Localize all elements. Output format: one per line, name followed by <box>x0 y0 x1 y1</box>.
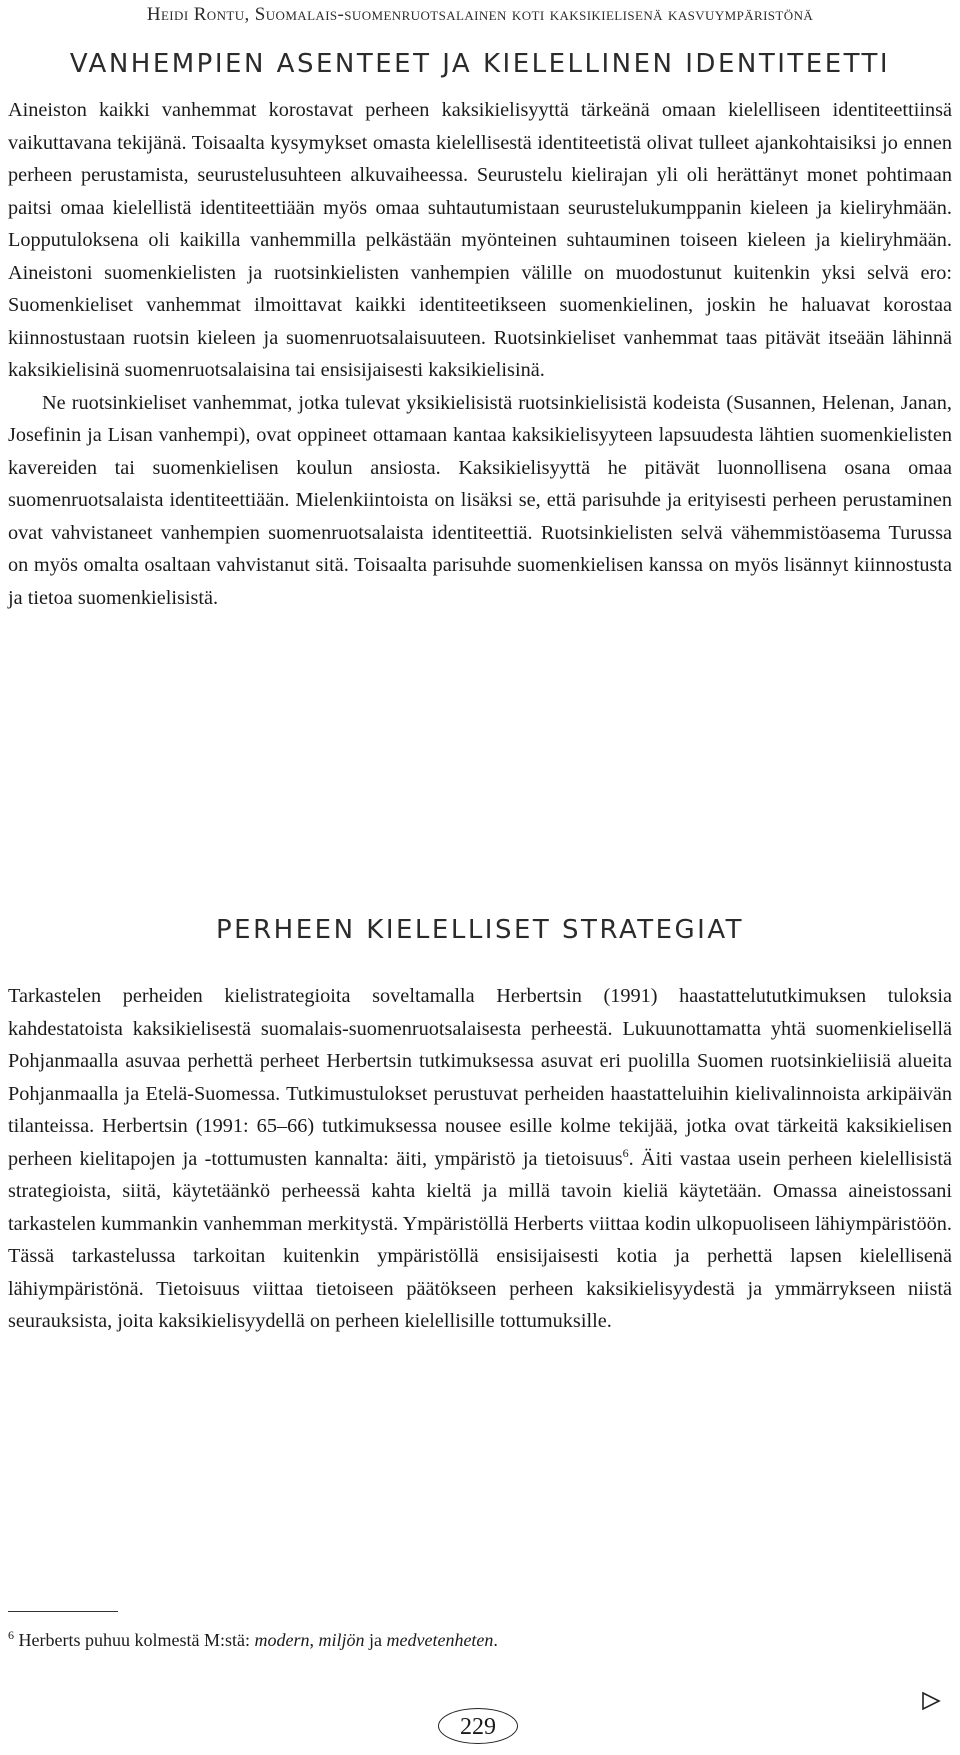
footnote-separator: , <box>309 1630 319 1650</box>
footnote-term: medvetenheten <box>386 1630 494 1650</box>
footnote-separator: ja <box>364 1630 387 1650</box>
paragraph <box>8 980 952 1338</box>
footnote-reference[interactable]: 6 <box>622 1145 629 1160</box>
section-body-attitudes <box>8 94 952 614</box>
section-body-strategies <box>8 980 952 1338</box>
page-number: 229 <box>438 1708 518 1744</box>
triangle-right-icon[interactable] <box>920 1690 942 1712</box>
footnote <box>8 1628 498 1652</box>
footnote-divider <box>8 1611 118 1612</box>
footnote-end: . <box>493 1630 498 1650</box>
footnote-text: Herberts puhuu kolmestä M:stä: <box>18 1630 255 1650</box>
section-heading-attitudes: VANHEMPIEN ASENTEET JA KIELELLINEN IDENTITEETTI <box>69 49 891 79</box>
footnote-term: miljön <box>318 1630 365 1650</box>
footnote-term: modern <box>254 1630 310 1650</box>
paragraph-text: . Äiti vastaa usein perheen kielellisistä strategioista, siitä, käytetäänkö perheessä kahta kieltä ja millä tavoin kieliä käytetään. Omassa aineistossani tarkastelen kummankin vanhemman merkitystä. Ympäristöllä Herberts viittaa kodin ulkopuoliseen lähiympäristöön. Tässä tarkastelussa tarkoitan kuitenkin ympäristöllä ensisijaisesti kotia ja perhettä lapsen kielellisenä lähiympäristönä. Tietoisuus viittaa tietoiseen päätökseen perheen kaksikielisyydestä ja ymmärrykseen niistä seurauksista, joita kaksikielisyydellä on perheen kielellisille tottumuksille. <box>8 1147 952 1332</box>
paragraph: Aineiston kaikki vanhemmat korostavat perheen kaksikielisyyttä tärkeänä omaan kielelliseen identiteettiinsä vaikuttavana tekijänä. Toisaalta kysymykset omasta kielellisestä identiteetistä olivat tulleet ajankohtaisiksi jo ennen perheen perustamista, seurustelusuhteen alkuvaiheessa. Seurustelu kielirajan yli oli herättänyt monet pohtimaan paitsi omaa kielellistä identiteettiään myös omaa suhtautumistaan seurustelukumppanin kieleen ja kieliryhmään. Lopputuloksena oli kaikilla vanhemmilla pelkästään myönteinen suhtauminen toiseen kieleen ja kieliryhmään. Aineistoni suomenkielisten ja ruotsinkielisten vanhempien välille on muodostunut kuitenkin yksi selvä ero: Suomenkieliset vanhemmat ilmoittavat kaikki identiteetikseen suomenkielinen, joskin he haluavat korostaa kiinnostustaan ruotsin kieleen ja suomenruotsalaisuuteen. Ruotsinkieliset vanhemmat taas pitävät itseään lähinnä kaksikielisinä suomenruotsalaisina tai ensisijaisesti kaksikielisinä. <box>8 99 952 381</box>
paragraph-text: Tarkastelen perheiden kielistrategioita soveltamalla Herbertsin (1991) haastattelututkimuksen tuloksia kahdestatoista kaksikielisestä suomalais-suomenruotsalaisesta perheestä. Lukuunottamatta yhtä suomenkielisellä Pohjanmaalla asuvaa perhettä perheet Herbertsin tutkimuksessa asuvat eri puolilla Suomen ruotsinkieliisiä alueita Pohjanmaalla ja Etelä-Suomessa. Tutkimustulokset perustuvat perheiden haastatteluihin kielivalinnoista arkipäivän tilanteissa. Herbertsin (1991: 65–66) tutkimuksessa nousee esille kolme tekijää, jotka ovat tärkeitä kaksikielisen perheen kielitapojen ja -tottumusten kannalta: äiti, ympäristö ja tietoisuus <box>8 985 952 1170</box>
running-header: Heidi Rontu, Suomalais-suomenruotsalainen koti kaksikielisenä kasvuympäristönä <box>146 4 814 25</box>
document-page <box>8 0 960 1755</box>
paragraph: Ne ruotsinkieliset vanhemmat, jotka tulevat yksikielisistä ruotsinkielisistä kodeista (Susannen, Helenan, Janan, Josefinin ja Lisan vanhempi), ovat oppineet ottamaan kantaa kaksikielisyyteen lapsuudesta lähtien suomenkielisten kavereiden tai suomenkielisen koulun ansiosta. Kaksikielisyyttä he pitävät luonnollisena osana omaa suomenruotsalaista identiteettiään. Mielenkiintoista on lisäksi se, että parisuhde ja erityisesti perheen perustaminen ovat vahvistaneet vanhempien suomenruotsalaista identiteettiä. Ruotsinkielisten selvä vähemmistöasema Turussa on myös omalta osaltaan vahvistanut sitä. Toisaalta parisuhde suomenkielisen kanssa on myös lisännyt kiinnostusta ja tietoa suomenkielisistä. <box>8 391 952 609</box>
footnote-marker: 6 <box>8 1628 14 1642</box>
section-heading-strategies: PERHEEN KIELELLISET STRATEGIAT <box>215 915 744 945</box>
